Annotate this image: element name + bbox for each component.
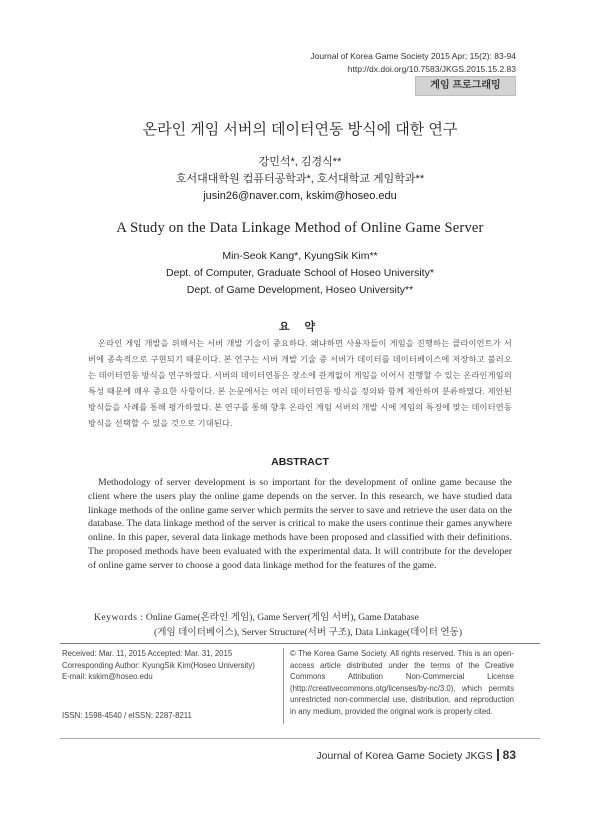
affiliations-korean: 호서대대학원 컴퓨터공학과*, 호서대학교 게임학과**: [175, 173, 425, 185]
info-column-divider: [283, 648, 284, 724]
article-info: [62, 648, 277, 720]
summary-body: 온라인 게임 개발을 위해서는 서버 개발 기술이 중요하다. 왜냐하면 사용자들이 게임을 진행하는 클라이언트가 서버에 종속적으로 구현되기 때문이다. 본 연구는 서버 개발 기술 중 서버가 데이터를 데이터베이스에 저장하고 불러오는 데이터연동 방식을 연구하였다. 서버의 데이터연동은 장소에 관계없이 게임을 이어서 진행할 수 있는 온라인게임의 특성 때문에 매우 중요한 사항이다. 본 논문에서는 여러 데이터연동 방식을 정의와 함께 제안하며 분류하였다. 제안된 방식들을 사례를 통해 평가하였다. 본 연구를 통해 향후 온라인 게임 서버의 개발 시에 게임의 특징에 맞는 데이터연동 방식을 선택할 수 있을 것으로 기대된다.: [88, 339, 512, 428]
issn: ISSN: 1598-4540 / eISSN: 2287-8211: [62, 711, 192, 720]
license-notice: © The Korea Game Society. All rights reserved. This is an open-access article distributed under the terms of the Creative Commons Attribution Non-Commercial License (http://creativecommons.otg/licenses/by-nc/3.0), which permits unrestricted non-commercial use, distribution, and reproduction in any medium, provided the original work is properly cited.: [290, 649, 514, 716]
footer-journal: Journal of Korea Game Society JKGS: [316, 750, 493, 762]
received-accepted: Received: Mar. 11, 2015 Accepted: Mar. 31, 2015: [62, 649, 233, 658]
corresponding-author: Corresponding Author: KyungSik Kim(Hoseo University): [62, 660, 255, 670]
abstract-body: Methodology of server development is so important for the development of online game because the client where the users play the online game depends on the server. In this research, we have studied data linkage methods of the online game server which permits the server to save and retrieve the user data on the database. The data linkage method of the server is critical to make the users continue their games anywhere online. In this paper, several data linkage methods have been proposed and classified with their definitions. The proposed methods have been evaluated with the experimental data. It will contribute for the developer of online game server to choose a good data linkage method for the features of the game.: [88, 477, 512, 571]
category-tag: 게임 프로그래밍: [415, 76, 516, 96]
authors-english: [0, 248, 600, 299]
author-emails: jusin26@naver.com, kskim@hoseo.edu: [203, 190, 397, 202]
doi-link[interactable]: http://dx.doi.org/10.7583/JKGS.2015.15.2.83: [347, 64, 516, 74]
journal-info: [310, 50, 516, 76]
title-korean: 온라인 게임 서버의 데이터연동 방식에 대한 연구: [142, 121, 458, 138]
abstract-heading: ABSTRACT: [271, 456, 329, 468]
affiliation-english-1: Dept. of Computer, Graduate School of Hoseo University*: [166, 267, 434, 279]
footer-rule: [60, 738, 540, 739]
title-english: A Study on the Data Linkage Method of Online Game Server: [116, 220, 484, 236]
keywords: [94, 610, 518, 640]
page-number: 83: [502, 748, 516, 762]
author-names-english: Min-Seok Kang*, KyungSik Kim**: [222, 250, 378, 262]
keywords-label: Keywords :: [94, 612, 144, 623]
summary-heading: 요 약: [278, 321, 322, 333]
author-names-korean: 강민석*, 김경식**: [258, 156, 342, 168]
keywords-line-1: Online Game(온라인 게임), Game Server(게임 서버), Game Database: [145, 612, 419, 623]
keywords-line-2: (게임 데이터베이스), Server Structure(서버 구조), Data Linkage(데이터 연동): [154, 627, 463, 638]
info-top-rule: [60, 643, 540, 644]
corresponding-email: E-mail: kskim@hoseo.edu: [62, 672, 153, 681]
page-footer: [316, 748, 516, 762]
authors-korean: [0, 154, 600, 205]
affiliation-english-2: Dept. of Game Development, Hoseo University**: [186, 284, 414, 296]
footer-bar: [497, 749, 499, 761]
journal-citation: Journal of Korea Game Society 2015 Apr; 15(2): 83-94: [310, 51, 516, 61]
